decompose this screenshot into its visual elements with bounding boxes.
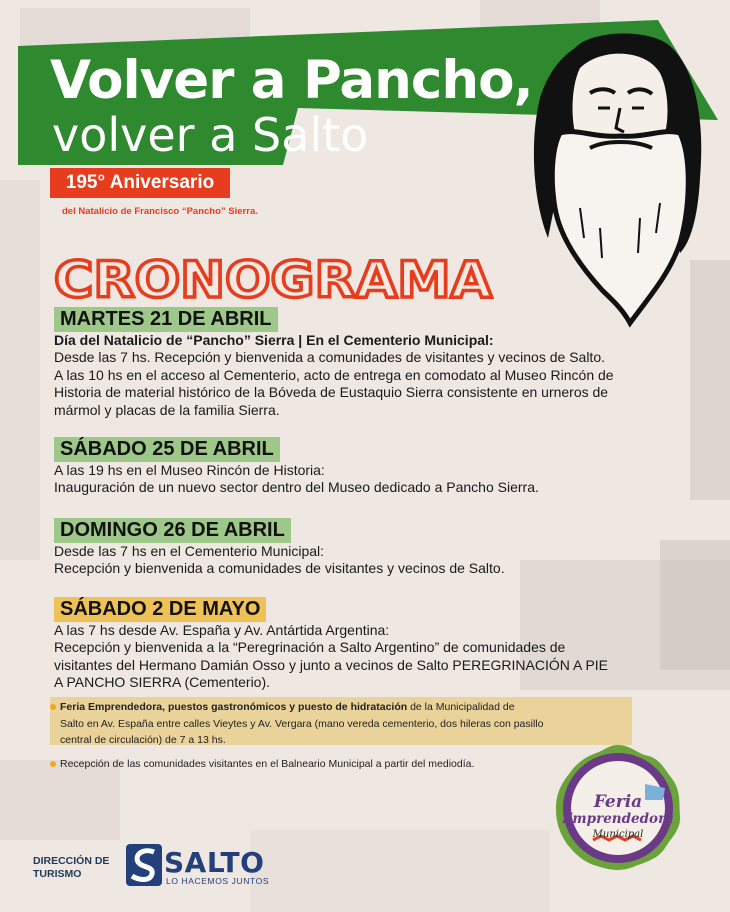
cronograma-title — [54, 247, 494, 307]
schedule-section-4 — [54, 597, 716, 692]
date-heading: DOMINGO 26 DE ABRIL — [54, 518, 291, 543]
salto-logo-icon — [126, 844, 162, 886]
main-title-line-2: volver a Salto — [52, 108, 369, 162]
note-item-feria — [50, 699, 543, 749]
cronograma-title-text: CRONOGRAMA — [54, 251, 493, 307]
event-line: A las 19 hs en el Museo Rincón de Historia: — [54, 462, 325, 478]
event-line: Desde las 7 hs en el Cementerio Municipal: — [54, 543, 325, 559]
feria-badge-line3: Municipal — [592, 829, 644, 840]
feria-badge-line1: Feria — [593, 792, 643, 812]
feria-badge-line2: Emprendedora — [562, 811, 674, 827]
event-line: visitantes del Hermano Damián Osso y junto a vecinos de Salto PEREGRINACIÓN A PIE — [54, 656, 609, 673]
anniversary-badge: 195° Aniversario — [50, 168, 230, 198]
event-line: A PANCHO SIERRA (Cementerio). — [54, 674, 271, 691]
date-heading: MARTES 21 DE ABRIL — [54, 307, 278, 332]
note-text: Salto en Av. España entre calles Vieytes y Av. Vergara (mano vereda cementerio, dos hileras con pasillo — [60, 717, 544, 730]
note-text: central de circulación) de 7 a 13 hs. — [60, 734, 226, 746]
main-title-line-1: Volver a Pancho, — [50, 50, 533, 111]
schedule-section-3 — [54, 518, 716, 578]
bullet-icon — [50, 704, 56, 710]
date-heading: SÁBADO 25 DE ABRIL — [54, 437, 280, 462]
event-line: Recepción y bienvenida a comunidades de visitantes y vecinos de Salto. — [54, 560, 505, 577]
direccion-turismo-label: DIRECCIÓN DE TURISMO — [33, 855, 110, 880]
bullet-icon — [50, 761, 56, 767]
event-line: Día del Natalicio de “Pancho” Sierra | En el Cementerio Municipal: — [54, 332, 494, 348]
note-text: Recepción de las comunidades visitantes en el Balneario Municipal a partir del mediodía. — [60, 758, 475, 770]
schedule-section-2 — [54, 437, 716, 497]
event-line: Inauguración de un nuevo sector dentro del Museo dedicado a Pancho Sierra. — [54, 479, 539, 496]
note-text: de la Municipalidad de — [407, 701, 515, 713]
event-line: Historia de material histórico de la Bóveda de Eustaquio Sierra consistente en urneros de — [54, 384, 609, 401]
note-bold: Feria Emprendedora, puestos gastronómicos y puesto de hidratación — [60, 701, 408, 713]
schedule-section-1 — [54, 307, 716, 419]
event-line: mármol y placas de la familia Sierra. — [54, 401, 280, 418]
event-line: A las 7 hs desde Av. España y Av. Antártida Argentina: — [54, 622, 390, 638]
event-line: Recepción y bienvenida a la “Peregrinación a Salto Argentino” de comunidades de — [54, 639, 566, 656]
event-line: A las 10 hs en el acceso al Cementerio, acto de entrega en comodato al Museo Rincón de — [54, 366, 614, 383]
note-item-balneario — [50, 756, 474, 773]
salto-brand: SALTO — [164, 846, 265, 879]
salto-tagline: LO HACEMOS JUNTOS — [166, 876, 270, 886]
event-line: Desde las 7 hs. Recepción y bienvenida a comunidades de visitantes y vecinos de Salto. — [54, 349, 605, 366]
pancho-sierra-portrait — [520, 28, 710, 328]
date-heading: SÁBADO 2 DE MAYO — [54, 597, 266, 622]
anniversary-subtitle: del Natalicio de Francisco “Pancho” Sierra. — [62, 206, 258, 217]
